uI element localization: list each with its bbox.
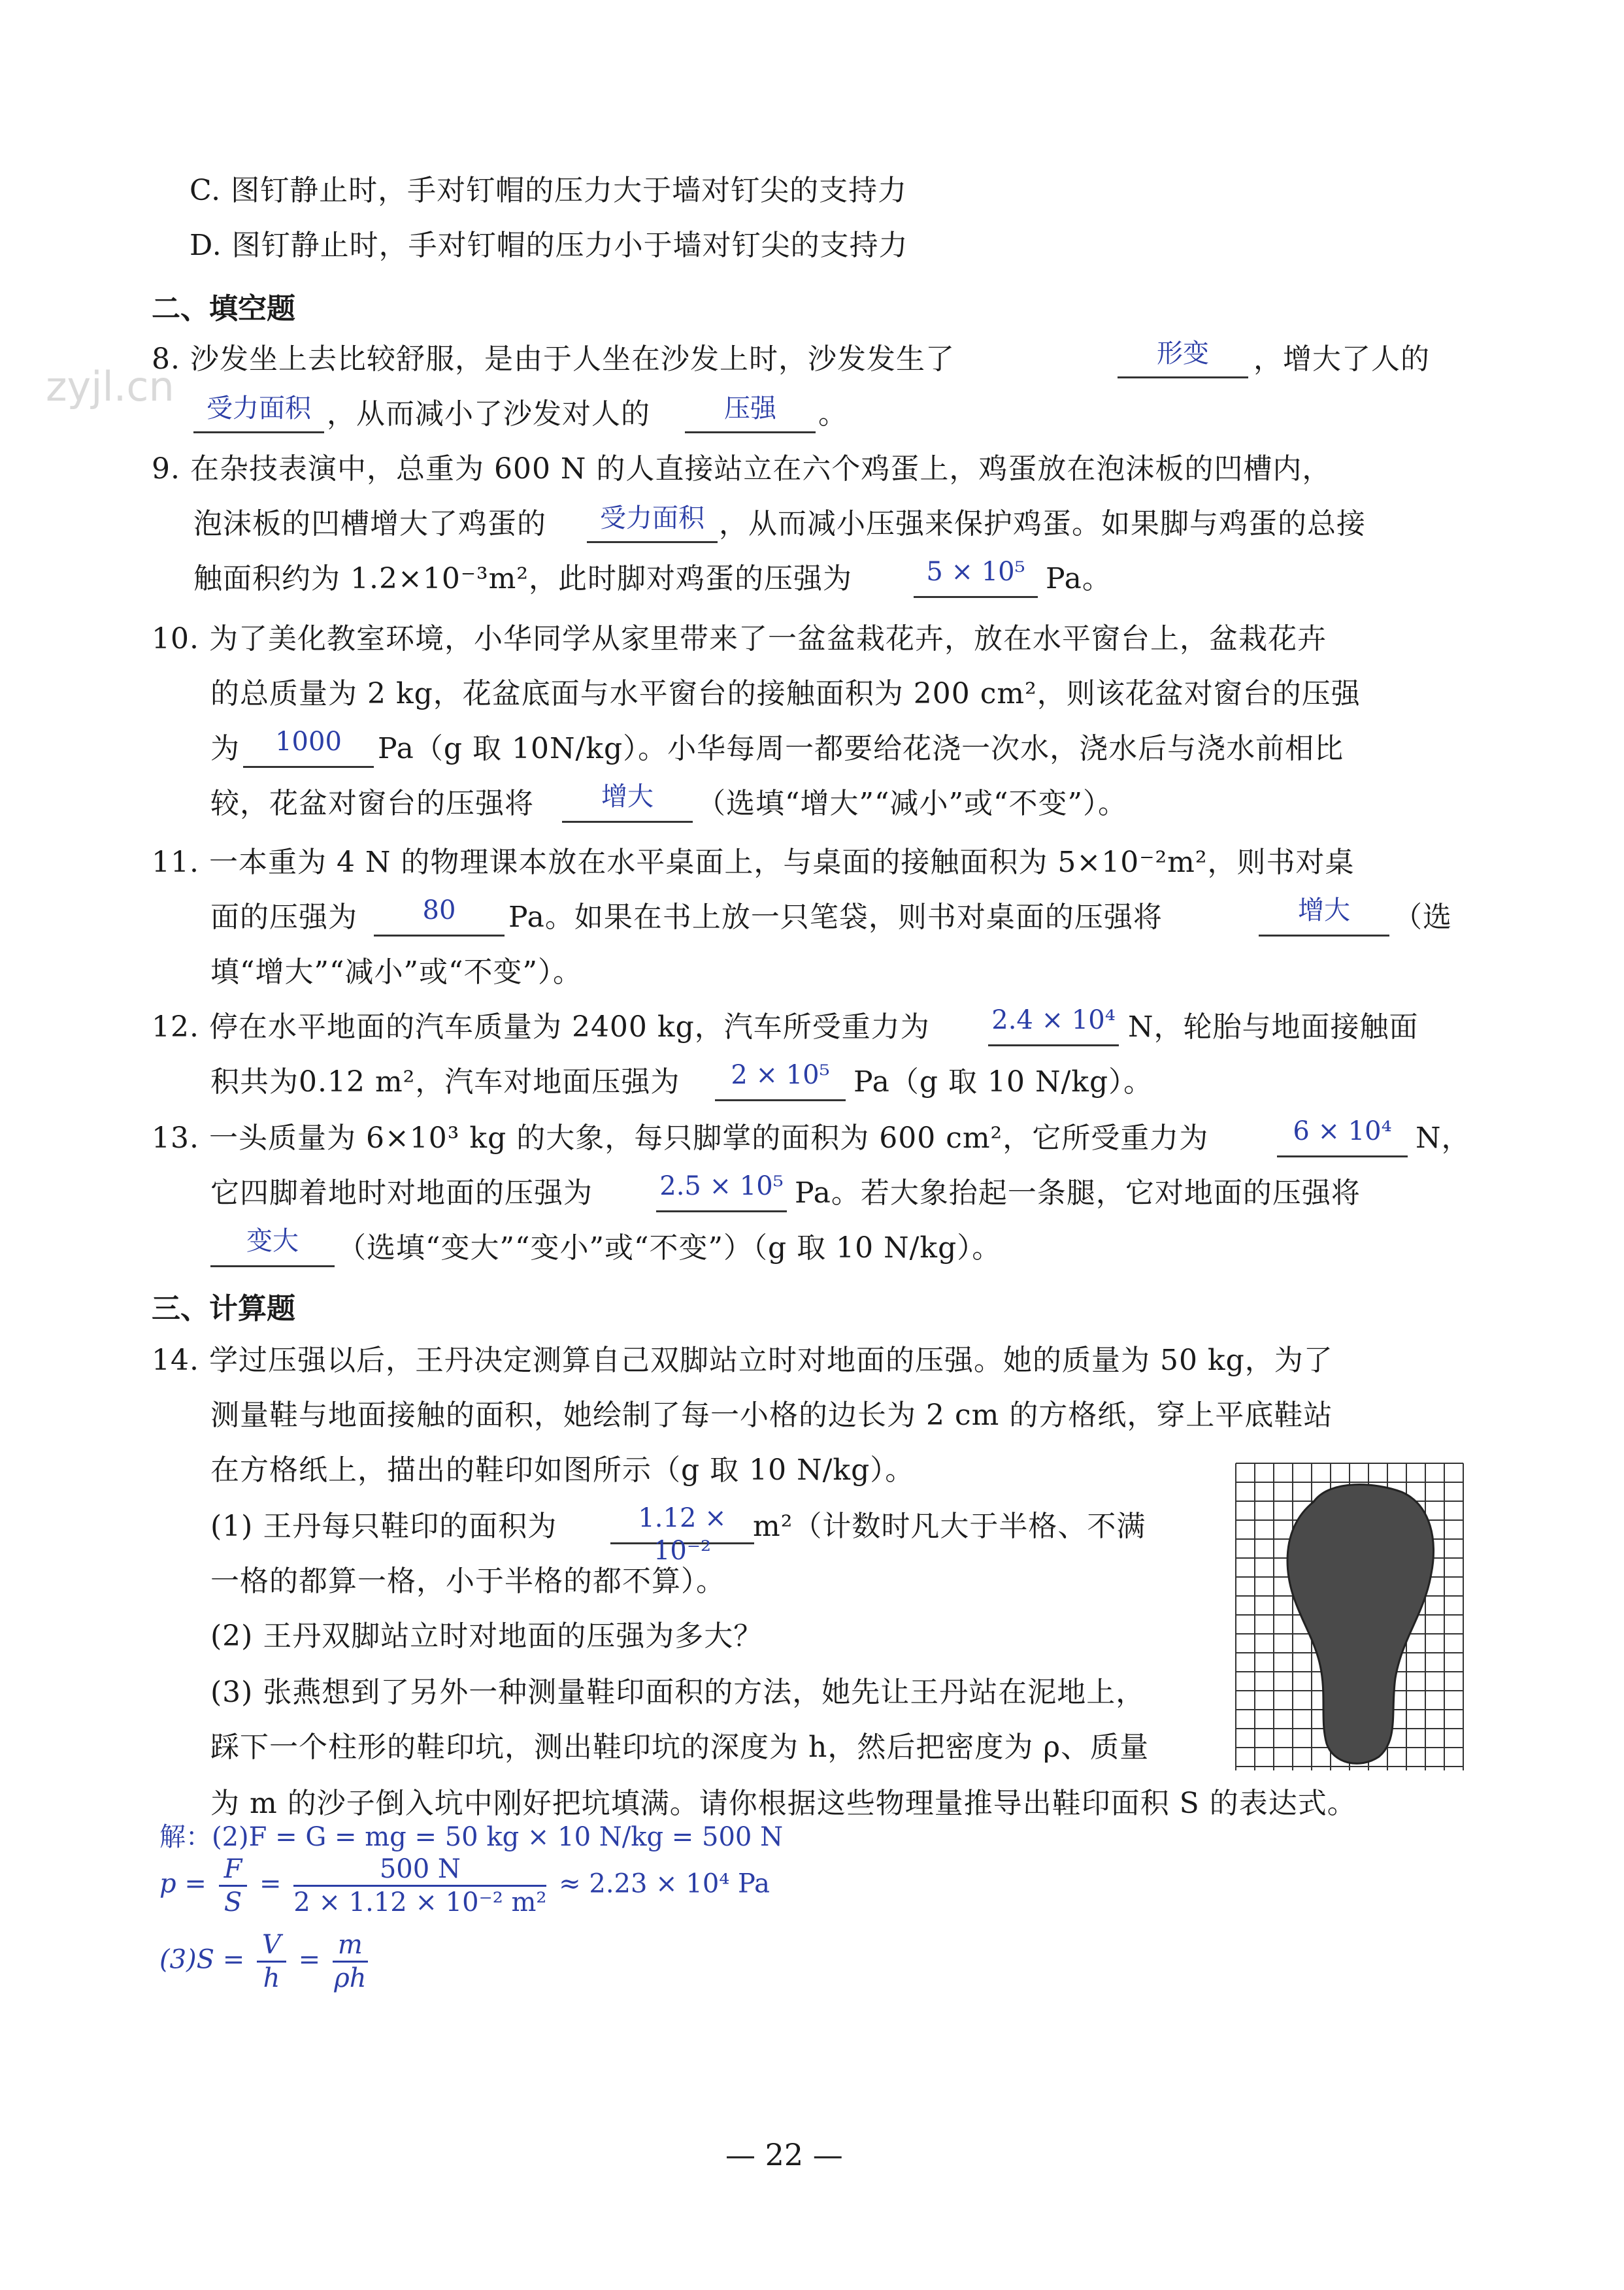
q8-blank3 (685, 431, 816, 433)
frac-num-v: V (257, 1929, 286, 1963)
q10-line2: 的总质量为 2 kg，花盆底面与水平窗台的接触面积为 200 cm²，则该花盆对窗台的压强 (210, 677, 1361, 710)
q9-answer1: 受力面积 (600, 503, 704, 533)
shoe-print-grid-figure (1235, 1463, 1465, 1771)
q13-line1b: N， (1416, 1121, 1471, 1155)
q10-line1: 10. 为了美化教室环境，小华同学从家里带来了一盆盆栽花卉，放在水平窗台上，盆栽花卉 (152, 622, 1327, 655)
watermark: zyjl.cn (46, 363, 174, 410)
option-d: D. 图钉静止时，手对钉帽的压力小于墙对钉尖的支持力 (190, 229, 908, 262)
q10-blank2 (562, 821, 693, 823)
frac-num-f: F (219, 1853, 248, 1887)
q11-line2c: （选 (1393, 901, 1452, 934)
solution-line1: 解：(2)F = G = mg = 50 kg × 10 N/kg = 500 N (159, 1822, 784, 1852)
q8-line1b: ，增大了人的 (1253, 342, 1430, 376)
section-fill-heading: 二、填空题 (152, 292, 295, 325)
q9-line1: 9. 在杂技表演中，总重为 600 N 的人直接站立在六个鸡蛋上，鸡蛋放在泡沫板的凹槽内， (152, 452, 1332, 486)
q14-part2: (2) 王丹双脚站立时对地面的压强为多大？ (210, 1619, 763, 1653)
q13-answer2: 2.5 × 10⁵ (659, 1171, 784, 1201)
q13-answer3: 变大 (246, 1226, 299, 1256)
q14-part1a: (1) 王丹每只鞋印的面积为 (210, 1510, 557, 1543)
frac-den-area: 2 × 1.12 × 10⁻² m² (293, 1887, 547, 1917)
frac-v-over-h (257, 1929, 286, 1994)
q14-part3c: 为 m 的沙子倒入坑中刚好把坑填满。请你根据这些物理量推导出鞋印面积 S 的表达式。 (210, 1787, 1357, 1820)
q12-blank1 (988, 1044, 1119, 1046)
q11-line1: 11. 一本重为 4 N 的物理课本放在水平桌面上，与桌面的接触面积为 5×10⁻²m²，则书对桌 (152, 846, 1355, 879)
q13-blank2 (656, 1210, 787, 1212)
frac-m-over-rhoh (333, 1929, 368, 1994)
section-calc-heading: 三、计算题 (152, 1292, 295, 1325)
solution-p-eq: p = (159, 1868, 207, 1899)
q8-answer3: 压强 (724, 393, 776, 423)
option-c: C. 图钉静止时，手对钉帽的压力大于墙对钉尖的支持力 (190, 174, 908, 207)
q13-blank3 (210, 1265, 335, 1267)
frac-num-m: m (333, 1929, 368, 1963)
q10-answer2: 增大 (601, 782, 654, 812)
q9-blank2 (914, 596, 1038, 598)
solution-eq2: = (298, 1944, 321, 1975)
frac-den-h: h (263, 1963, 280, 1993)
q8-answer1: 形变 (1157, 339, 1209, 369)
q12-blank2 (715, 1099, 846, 1101)
solution-eq1: = (259, 1868, 282, 1899)
q8-line1a: 8. 沙发坐上去比较舒服，是由于人坐在沙发上时，沙发发生了 (152, 342, 955, 376)
q10-blank1 (243, 766, 374, 768)
q10-answer1: 1000 (275, 727, 342, 757)
q10-line4a: 较，花盆对窗台的压强将 (210, 787, 534, 820)
q8-answer2: 受力面积 (207, 393, 311, 423)
q13-line2b: Pa。若大象抬起一条腿，它对地面的压强将 (795, 1176, 1361, 1210)
q9-line3a: 触面积约为 1.2×10⁻³m²，此时脚对鸡蛋的压强为 (193, 562, 853, 595)
q11-blank2 (1259, 935, 1389, 937)
page-number: — 22 — (725, 2137, 843, 2172)
q8-blank2 (193, 431, 324, 433)
q12-line2a: 积共为0.12 m²，汽车对地面压强为 (210, 1065, 680, 1099)
q9-blank1 (587, 541, 718, 543)
q14-line1: 14. 学过压强以后，王丹决定测算自己双脚站立时对地面的压强。她的质量为 50 kg，为了 (152, 1344, 1333, 1377)
q12-line2b: Pa（g 取 10 N/kg）。 (853, 1065, 1153, 1099)
q9-line3b: Pa。 (1046, 562, 1112, 595)
q14-line2: 测量鞋与地面接触的面积，她绘制了每一小格的边长为 2 cm 的方格纸，穿上平底鞋站 (210, 1399, 1333, 1432)
q14-part3b: 踩下一个柱形的鞋印坑，测出鞋印坑的深度为 h，然后把密度为 ρ、质量 (210, 1731, 1150, 1764)
frac-500-over-area (293, 1853, 546, 1918)
q9-line2b: ，从而减小压强来保护鸡蛋。如果脚与鸡蛋的总接 (719, 507, 1366, 540)
q11-answer2: 增大 (1298, 895, 1350, 925)
q14-answer1: 1.12 × 10⁻² (638, 1503, 727, 1566)
q13-blank1 (1277, 1155, 1408, 1157)
q8-line2b: ，从而减小了沙发对人的 (327, 397, 650, 431)
q10-line3b: Pa（g 取 10N/kg）。小华每周一都要给花浇一次水，浇水后与浇水前相比 (378, 732, 1344, 765)
q13-line1a: 13. 一头质量为 6×10³ kg 的大象，每只脚掌的面积为 600 cm²，它所受重力为 (152, 1121, 1209, 1155)
frac-den-rhoh: ρh (334, 1963, 367, 1993)
q14-part1c: 一格的都算一格，小于半格的都不算）。 (210, 1565, 725, 1598)
q8-blank1 (1118, 376, 1248, 378)
q10-line4b: （选填“增大”“减小”或“不变”）。 (697, 787, 1127, 820)
solution-line3 (159, 1929, 372, 1994)
q11-line3: 填“增大”“减小”或“不变”）。 (210, 955, 582, 989)
frac-den-s: S (224, 1887, 242, 1917)
q11-answer1: 80 (422, 895, 456, 925)
q9-answer2: 5 × 10⁵ (926, 557, 1025, 587)
q11-blank1 (374, 935, 505, 937)
q11-line2b: Pa。如果在书上放一只笔袋，则书对桌面的压强将 (508, 901, 1163, 934)
frac-f-over-s (219, 1853, 248, 1918)
shoe-print-shape (1287, 1485, 1434, 1764)
q12-answer2: 2 × 10⁵ (731, 1060, 830, 1090)
q14-part1b: m²（计数时凡大于半格、不满 (753, 1510, 1146, 1543)
q13-answer1: 6 × 10⁴ (1293, 1116, 1392, 1146)
q12-answer1: 2.4 × 10⁴ (991, 1005, 1116, 1035)
q14-part3a: (3) 张燕想到了另外一种测量鞋印面积的方法，她先让王丹站在泥地上， (210, 1676, 1146, 1709)
q9-line2a: 泡沫板的凹槽增大了鸡蛋的 (193, 507, 546, 540)
solution-s3: (3)S = (159, 1944, 245, 1975)
q13-line3b: （选填“变大”“变小”或“不变”）（g 取 10 N/kg）。 (337, 1231, 1002, 1265)
q13-line2a: 它四脚着地时对地面的压强为 (210, 1176, 593, 1210)
q8-line2c: 。 (818, 397, 848, 431)
q12-line1b: N，轮胎与地面接触面 (1128, 1010, 1419, 1044)
q14-line3: 在方格纸上，描出的鞋印如图所示（g 取 10 N/kg）。 (210, 1453, 915, 1487)
q10-line3a: 为 (210, 732, 240, 765)
q11-line2a: 面的压强为 (210, 901, 357, 934)
q12-line1a: 12. 停在水平地面的汽车质量为 2400 kg，汽车所受重力为 (152, 1010, 930, 1044)
solution-approx: ≈ 2.23 × 10⁴ Pa (559, 1868, 770, 1899)
frac-num-500: 500 N (293, 1853, 546, 1887)
solution-line2 (159, 1853, 770, 1918)
